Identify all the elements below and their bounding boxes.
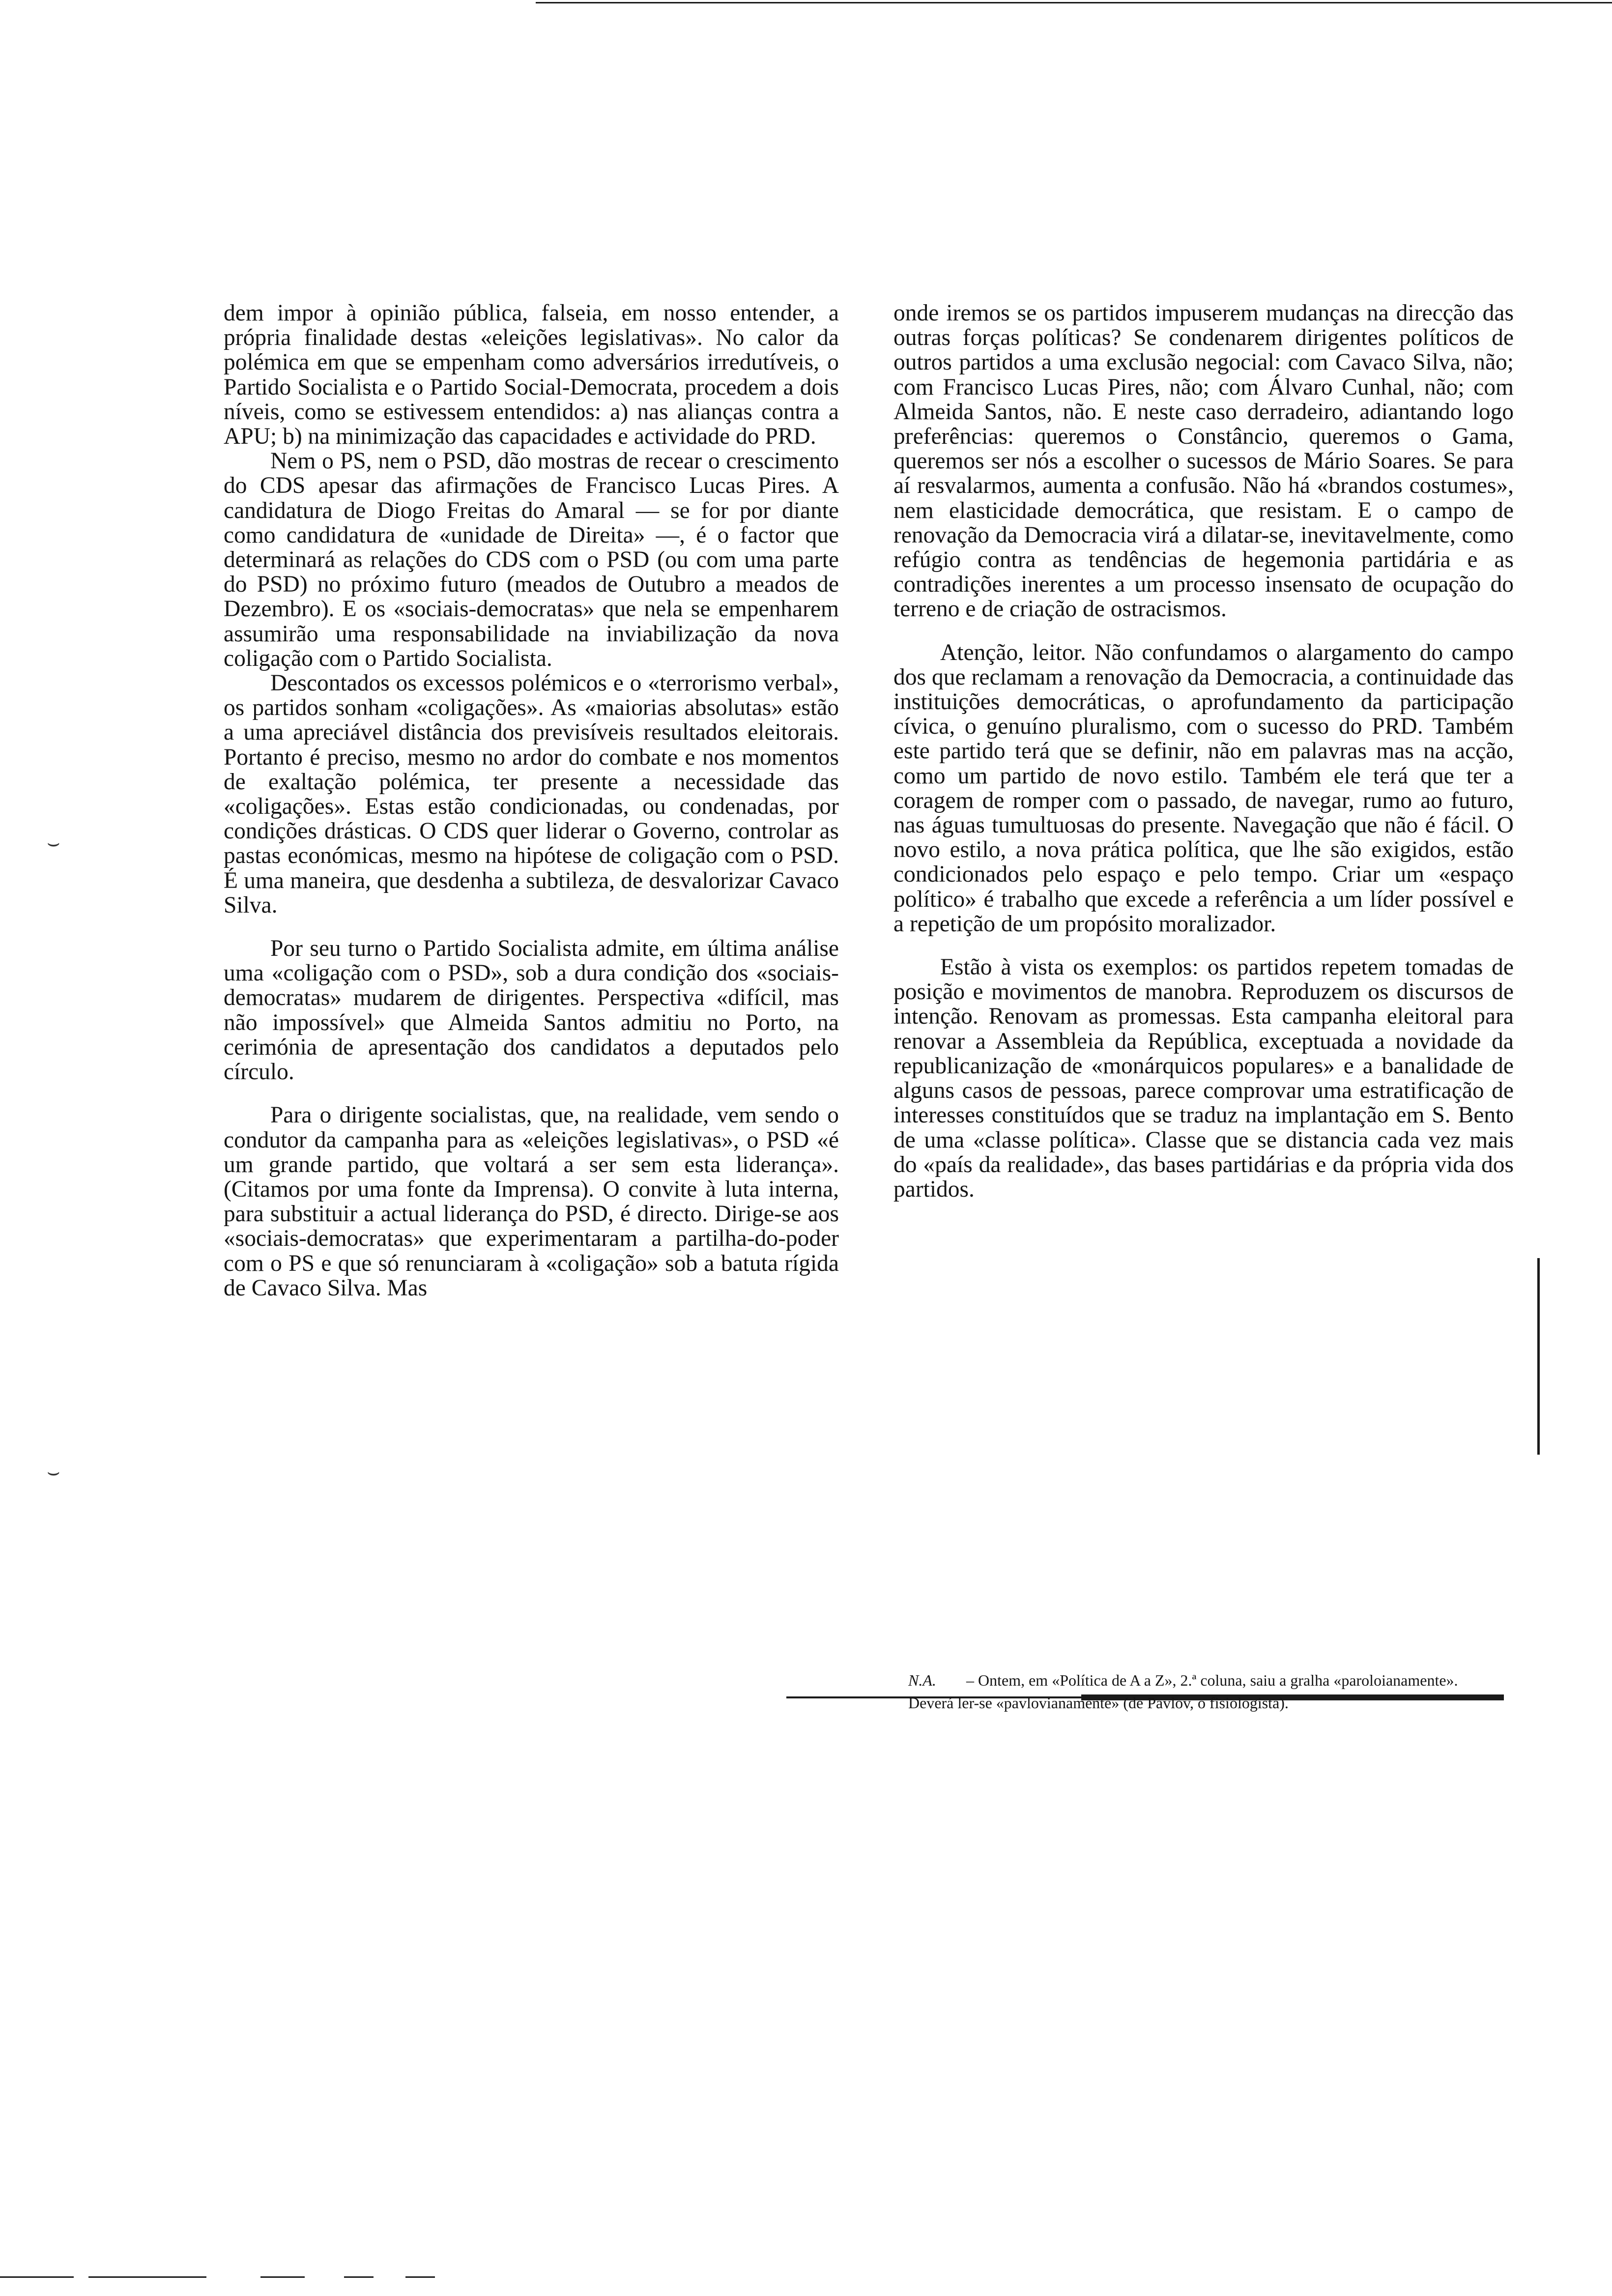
paragraph: Estão à vista os exemplos: os partidos repetem tomadas de posição e movimentos de manobra. Reproduzem os discursos de intenção. Renovam as promessas. Esta campanha eleitoral para renovar a Assembleia da República, exceptuada a novidade da republicanização de «monárquicos populares» e a banalidade de alguns casos de pessoas, parece comprovar uma estratificação de interesses constituídos que se traduz na implantação em S. Bento de uma «classe política». Classe que se distancia cada vez mais do «país da realidade», das bases partidárias e da própria vida dos partidos.: [893, 954, 1514, 1202]
bottom-dash-4: [344, 2276, 374, 2278]
margin-mark-1: ⌣: [47, 831, 60, 855]
paragraph: Nem o PS, nem o PSD, dão mostras de recear o crescimento do CDS apesar das afirmações de Francisco Lucas Pires. A candidatura de Diogo Freitas do Amaral — se for por diante como candidatura de «unidade de Direita» —, é o factor que determinará as relações do CDS com o PSD (ou com uma parte do PSD) no próximo futuro (meados de Outubro a meados de Dezembro). E os «sociais-democratas» que nela se empenharem assumirão uma responsabilidade na inviabilização da nova coligação com o Partido Socialista.: [224, 448, 839, 671]
paragraph: Descontados os excessos polémicos e o «terrorismo verbal», os partidos sonham «coligações». As «maiorias absolutas» estão a uma apreciável distância dos previsíveis resultados eleitorais. Portanto é preciso, mesmo no ardor do combate e nos momentos de exaltação polémica, ter presente a necessidade das «coligações». Estas estão condicionadas, ou condenadas, por condições drásticas. O CDS quer liderar o Governo, controlar as pastas económicas, mesmo na hipótese de coligação com o PSD. É uma maneira, que desdenha a subtileza, de desvalorizar Cavaco Silva.: [224, 670, 839, 918]
left-column: [224, 301, 839, 1300]
paragraph: onde iremos se os partidos impuserem mudanças na direcção das outras forças políticas? Se condenarem dirigentes políticos de outros partidos a uma exclusão negocial: com Cavaco Silva, não; com Francisco Lucas Pires, não; com Álvaro Cunhal, não; com Almeida Santos, não. E neste caso derradeiro, adiantando logo preferências: queremos o Constâncio, queremos o Gama, queremos ser nós a escolher o sucessos de Mário Soares. Se para aí resvalarmos, aumenta a confusão. Não há «brandos costumes», nem elasticidade democrática, que resistam. E o campo de renovação da Democracia virá a dilatar-se, inevitavelmente, como refúgio contra as tendências de hegemonia partidária e as contradições inerentes a um processo insensato de ocupação do terreno e de criação de ostracismos.: [893, 300, 1514, 622]
margin-mark-2: ⌣: [47, 1460, 60, 1484]
bottom-dash-1: [0, 2276, 74, 2278]
author-note: [908, 1669, 1498, 1714]
note-text: – Ontem, em «Política de A a Z», 2.ª coluna, saiu a gralha «paroloianamente». Deverá ler-se «pavlovianamente» (de Pavlov, o fisiologista).: [908, 1671, 1458, 1712]
paragraph: dem impor à opinião pública, falseia, em nosso entender, a própria finalidade destas «eleições legislativas». No calor da polémica em que se empenham como adversários irredutíveis, o Partido Socialista e o Partido Social-Democrata, procedem a dois níveis, como se estivessem entendidos: a) nas alianças contra a APU; b) na minimização das capacidades e actividade do PRD.: [224, 300, 839, 450]
right-margin-bar: [1537, 1258, 1540, 1455]
top-rule: [536, 2, 1612, 3]
paragraph: Atenção, leitor. Não confundamos o alargamento do campo dos que reclamam a renovação da Democracia, a continuidade das instituições democráticas, o aprofundamento da participação cívica, o genuíno pluralismo, com o sucesso do PRD. Também este partido terá que se definir, não em palavras mas na acção, como um partido de novo estilo. Também ele terá que ter a coragem de romper com o passado, de navegar, rumo ao futuro, nas águas tumultuosas do presente. Navegação que não é fácil. O novo estilo, a nova prática política, que lhe são exigidos, estão condicionados pelo espaço e pelo tempo. Criar um «espaço político» é trabalho que excede a referência a um líder possível e a repetição de um propósito moralizador.: [893, 639, 1514, 937]
bottom-dash-2: [88, 2276, 206, 2278]
bottom-dash-3: [260, 2276, 305, 2278]
paragraph: Por seu turno o Partido Socialista admite, em última análise uma «coligação com o PSD», sob a dura condição dos «sociais-democratas» mudarem de dirigentes. Perspectiva «difícil, mas não impossível» que Almeida Santos admitiu no Porto, na cerimónia de apresentação dos candidatos a deputados pelo círculo.: [224, 936, 839, 1085]
paragraph: Para o dirigente socialistas, que, na realidade, vem sendo o condutor da campanha para as «eleições legislativas», o PSD «é um grande partido, que voltará a ser sem esta liderança». (Citamos por uma fonte da Imprensa). O convite à luta interna, para substituir a actual liderança do PSD, é directo. Dirige-se aos «sociais-democratas» que experimentaram a partilha-do-poder com o PS e que só renunciaram à «coligação» sob a batuta rígida de Cavaco Silva. Mas: [224, 1102, 839, 1301]
bottom-dash-5: [405, 2276, 435, 2278]
right-column: [893, 301, 1514, 1202]
note-label: N.A.: [908, 1671, 936, 1689]
